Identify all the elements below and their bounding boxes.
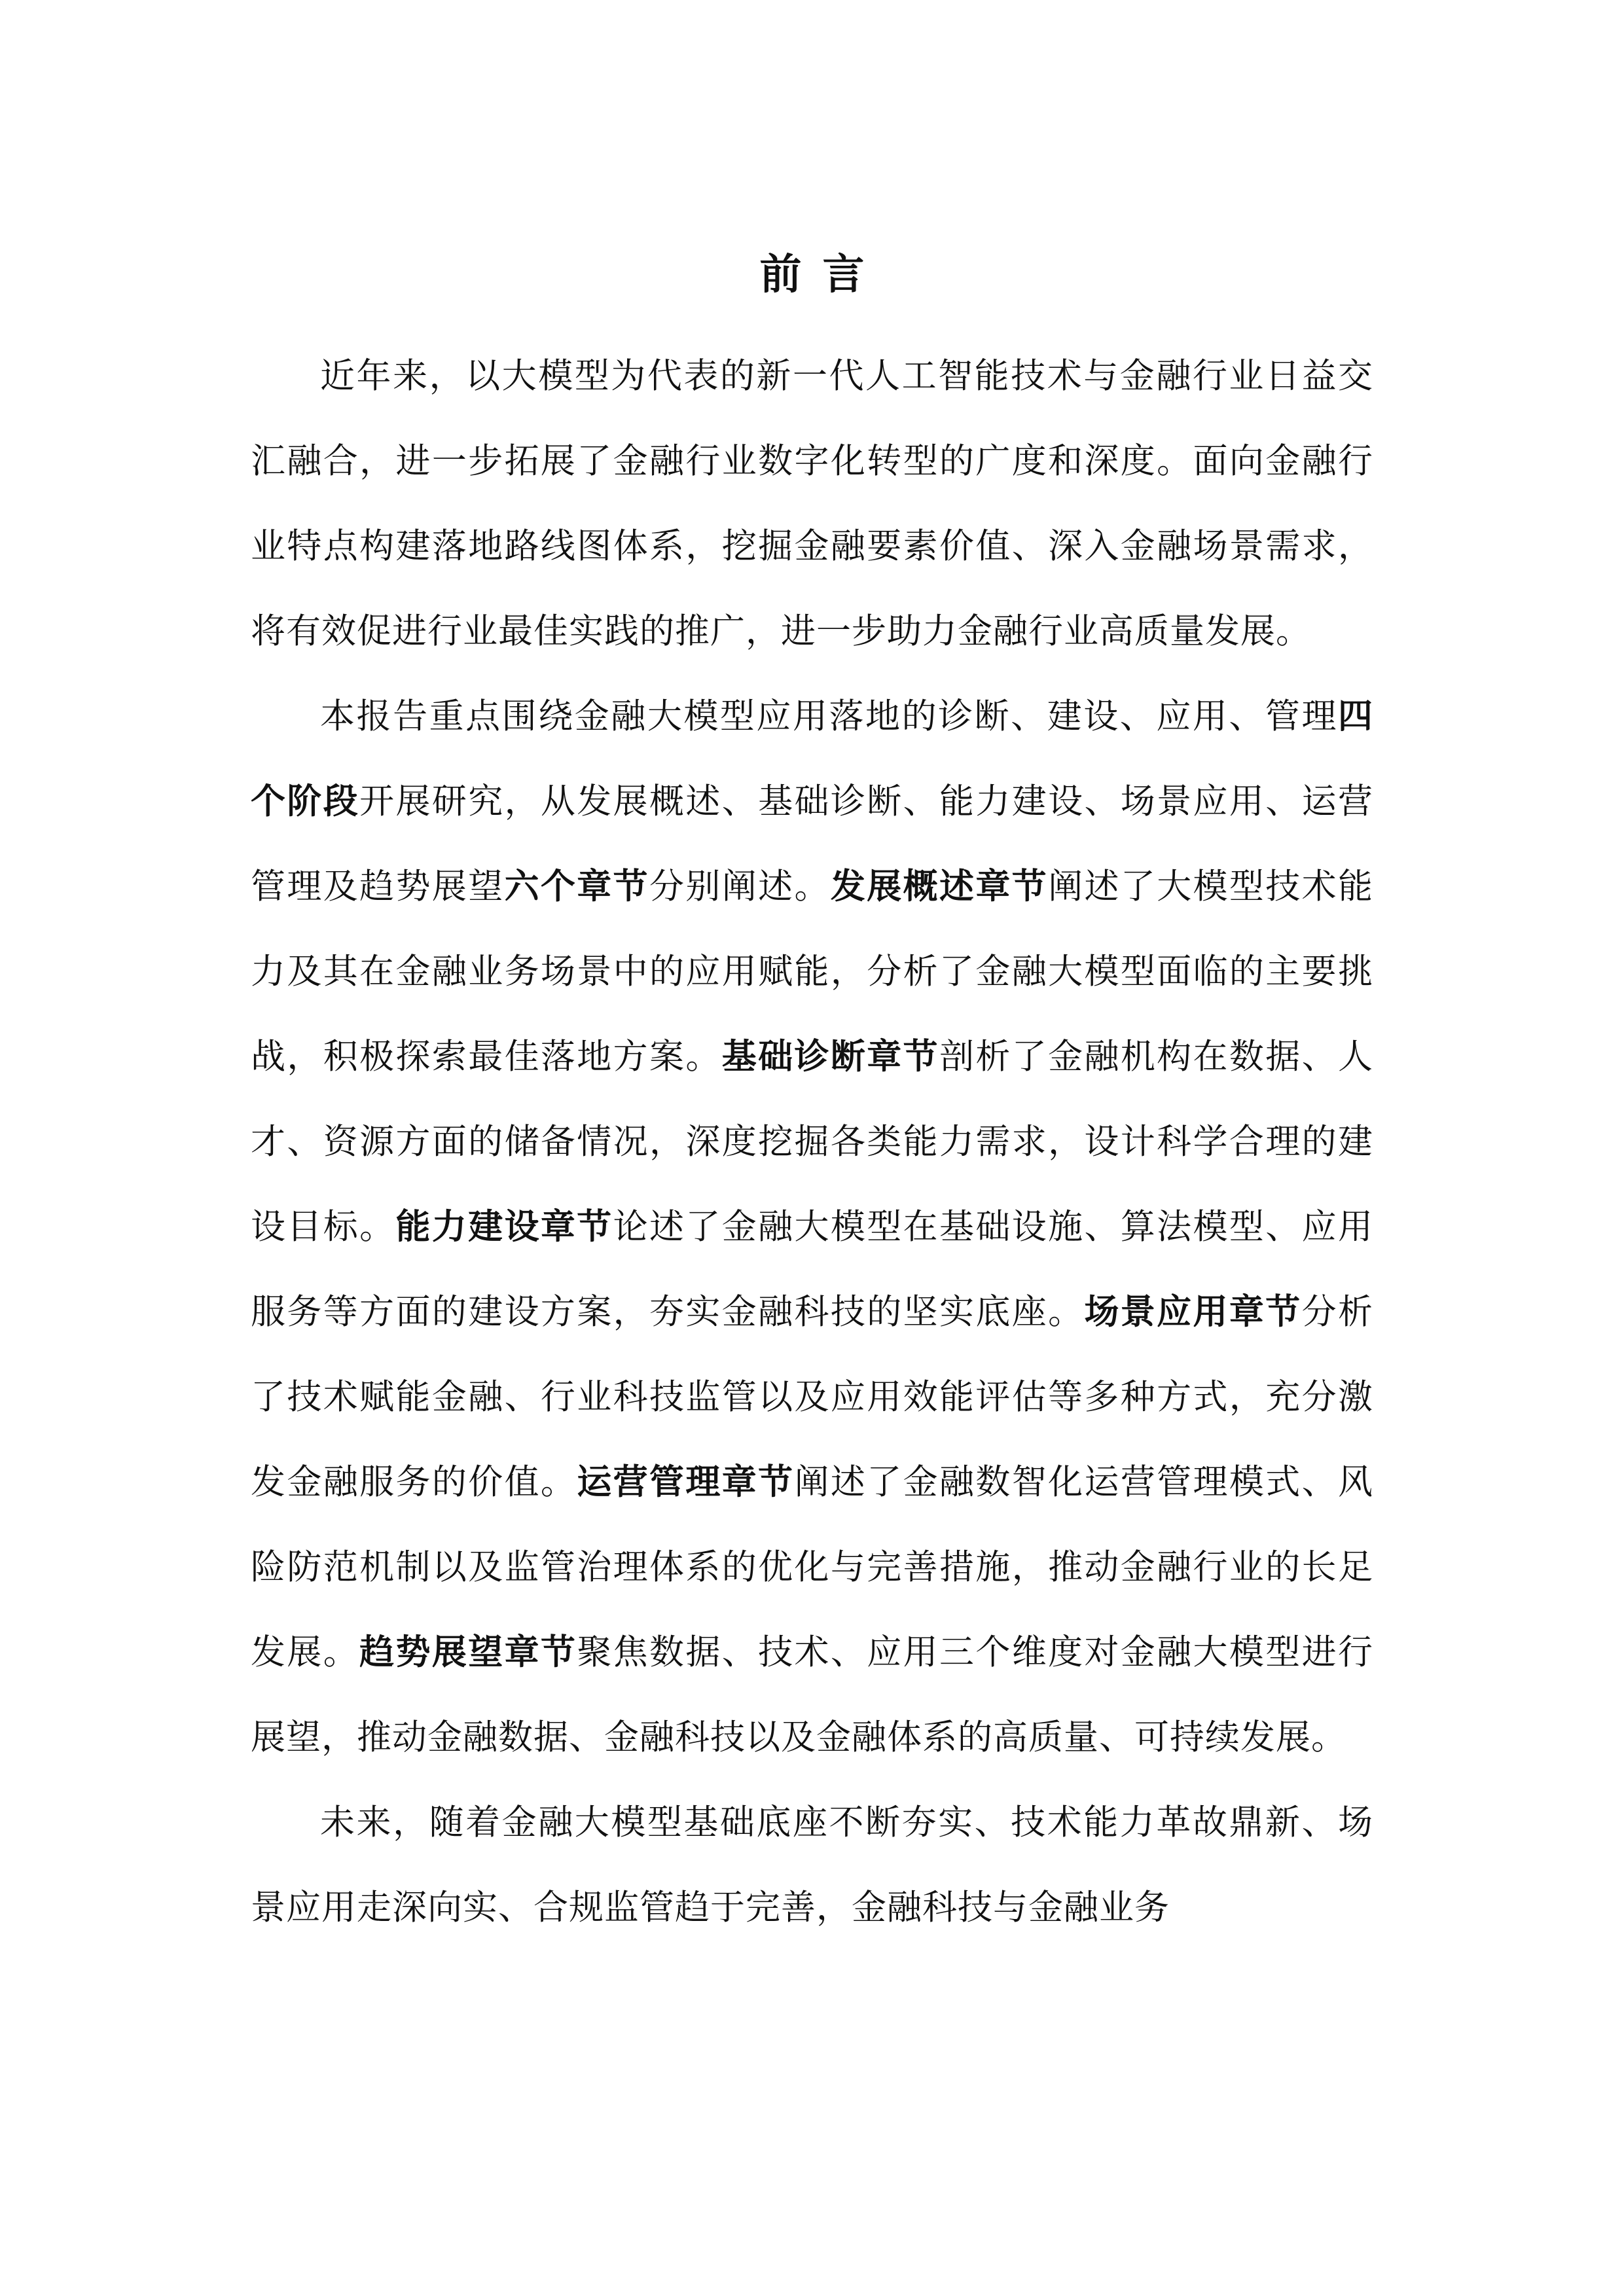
highlighted-term: 六个章节 (504, 867, 650, 906)
paragraph-text: 本报告重点围绕金融大模型应用落地的诊断、建设、应用、管理 (320, 696, 1338, 736)
paragraph-text: 论述了金融大模型在基础设施、算法模型、应用服务等方面的建设方案，夯实金融科技的坚实底座。 (251, 1207, 1374, 1332)
highlighted-term: 发展概述章节 (830, 867, 1049, 906)
paragraph-text: 阐述了大模型技术能力及其在金融业务场景中的应用赋能，分析了金融大模型面临的主要挑战，积极探索最佳落地方案。 (251, 867, 1374, 1077)
paragraph-text: 剖析了金融机构在数据、人才、资源方面的储备情况，深度挖掘各类能力需求，设计科学合理的建设目标。 (251, 1037, 1374, 1247)
document-body (251, 334, 1373, 1950)
highlighted-term: 运营管理章节 (577, 1462, 795, 1502)
highlighted-term: 能力建设章节 (395, 1207, 613, 1247)
paragraph (251, 1780, 1373, 1950)
highlighted-term: 四个阶段 (251, 696, 1373, 821)
highlighted-term: 趋势展望章节 (359, 1632, 577, 1672)
paragraph-text: 未来，随着金融大模型基础底座不断夯实、技术能力革故鼎新、场景应用走深向实、合规监管趋于完善，金融科技与金融业务 (251, 1803, 1373, 1928)
paragraph-text: 分析了技术赋能金融、行业科技监管以及应用效能评估等多种方式，充分激发金融服务的价值。 (251, 1292, 1374, 1502)
paragraph-text: 近年来，以大模型为代表的新一代人工智能技术与金融行业日益交汇融合，进一步拓展了金融行业数字化转型的广度和深度。面向金融行业特点构建落地路线图体系，挖掘金融要素价值、深入金融场景需求，将有效促进行业最佳实践的推广，进一步助力金融行业高质量发展。 (251, 356, 1373, 651)
paragraph (251, 334, 1373, 674)
highlighted-term: 基础诊断章节 (721, 1037, 939, 1077)
paragraph-text: 分别阐述。 (649, 867, 831, 906)
paragraph-text: 聚焦数据、技术、应用三个维度对金融大模型进行展望，推动金融数据、金融科技以及金融体系的高质量、可持续发展。 (251, 1632, 1374, 1757)
paragraph-text: 阐述了金融数智化运营管理模式、风险防范机制以及监管治理体系的优化与完善措施，推动金融行业的长足发展。 (251, 1462, 1374, 1672)
highlighted-term: 场景应用章节 (1084, 1292, 1302, 1332)
paragraph (251, 674, 1373, 1780)
page-title: 前言 (759, 251, 886, 299)
paragraph-text: 开展研究，从发展概述、基础诊断、能力建设、场景应用、运营管理及趋势展望 (251, 781, 1374, 906)
